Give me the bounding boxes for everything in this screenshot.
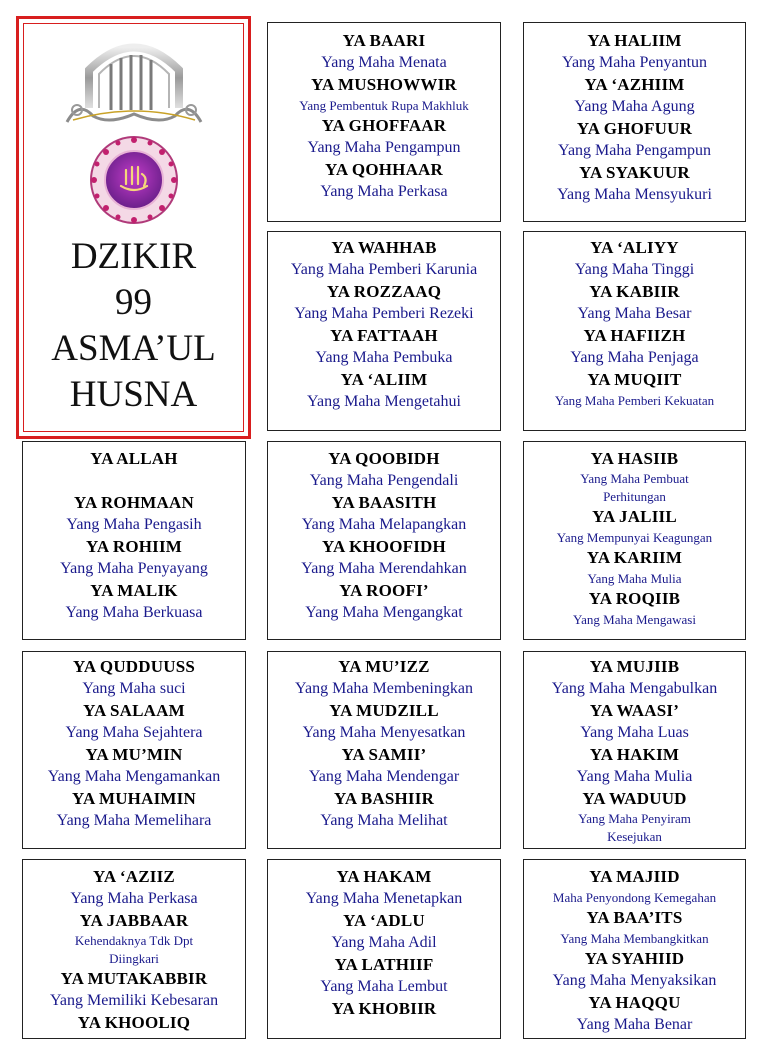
asma-meaning: Yang Maha Pengasih [66, 516, 202, 533]
asma-name: YA QOOBIDH [328, 449, 440, 468]
asma-meaning: Yang Maha Membangkitkan [560, 931, 709, 946]
asma-name: YA MUJIIB [589, 657, 680, 676]
asma-name: YA SYAHIID [584, 949, 685, 968]
asma-name: YA GHOFFAAR [321, 116, 447, 135]
asma-name: YA KHOBIIR [331, 999, 437, 1018]
asma-meaning: Yang Maha Pembuat Perhitungan [580, 471, 689, 504]
asma-meaning: Yang Maha Pengampun [557, 142, 712, 159]
title-line-1: DZIKIR [70, 236, 197, 277]
names-card-1 [267, 22, 501, 222]
asma-meaning: Yang Maha Berkuasa [65, 604, 203, 621]
asma-name: YA WAASI’ [589, 701, 680, 720]
title-line-4: HUSNA [69, 374, 198, 415]
asma-meaning: Yang Maha Sejahtera [65, 724, 203, 741]
asma-name: YA SAMII’ [341, 745, 427, 764]
asma-name: YA JABBAAR [79, 911, 189, 930]
asma-name: YA ROZZAAQ [326, 282, 442, 301]
asma-name: YA JALIIL [592, 507, 677, 526]
asma-meaning: Yang Pembentuk Rupa Makhluk [299, 98, 469, 113]
asma-name: YA ‘ALIIM [340, 370, 428, 389]
asma-name: YA ROHMAAN [74, 493, 194, 512]
asma-name: YA MU’MIN [85, 745, 183, 764]
asma-meaning: Yang Maha Melihat [320, 812, 448, 829]
asma-name: YA HAKAM [336, 867, 432, 886]
asma-name: YA BASHIIR [333, 789, 435, 808]
asma-name: YA BAASITH [331, 493, 437, 512]
asma-meaning: Yang Maha Pengendali [309, 472, 459, 489]
asma-meaning: Yang Maha Benar [576, 1016, 693, 1033]
asma-meaning: Yang Maha Penyiram Kesejukan [578, 811, 691, 844]
asma-meaning: Yang Maha Mulia [576, 768, 693, 785]
asma-meaning: Yang Maha Luas [580, 724, 689, 741]
asma-meaning: Yang Maha Mengamankan [47, 768, 221, 785]
asma-meaning: Yang Maha suci [82, 680, 186, 697]
asma-meaning: Yang Maha Menyesatkan [302, 724, 466, 741]
names-card-7 [523, 441, 746, 640]
title-line-2: 99 [115, 282, 152, 323]
asma-meaning: Yang Maha Besar [577, 305, 692, 322]
asma-name: YA HAKIM [589, 745, 680, 764]
asma-meaning: Yang Maha Perkasa [70, 890, 198, 907]
asma-meaning: Yang Maha Agung [574, 98, 695, 115]
title-line-3: ASMA’UL [51, 328, 216, 369]
asma-meaning: Yang Maha Menyaksikan [552, 972, 717, 989]
asma-meaning: Kehendaknya Tdk Dpt Diingkari [74, 933, 194, 966]
asma-name: YA KHOOFIDH [322, 537, 446, 556]
names-card-4 [523, 231, 746, 431]
asma-meaning: Yang Maha Mulia [587, 571, 682, 586]
asma-meaning: Yang Maha Tinggi [574, 261, 695, 278]
asma-name: YA MAJIID [589, 867, 680, 886]
asma-name: YA FATTAAH [330, 326, 438, 345]
asma-meaning: Yang Maha Mendengar [308, 768, 460, 785]
asma-name: YA HAFIIZH [583, 326, 686, 345]
asma-meaning: Yang Maha Menata [321, 54, 447, 71]
asma-meaning: Yang Maha Memelihara [56, 812, 212, 829]
asma-name: YA ‘ALIYY [590, 238, 679, 257]
names-card-13 [523, 859, 746, 1039]
asma-meaning: Yang Maha Pemberi Rezeki [294, 305, 474, 322]
asma-meaning: Maha Penyondong Kemegahan [552, 890, 717, 905]
asma-name: YA LATHIIF [334, 955, 434, 974]
asma-meaning: Yang Maha Melapangkan [301, 516, 467, 533]
asma-meaning: Yang Maha Adil [331, 934, 437, 951]
asma-name: YA HALIIM [587, 31, 682, 50]
asma-meaning: Yang Maha Pemberi Kekuatan [554, 393, 715, 408]
asma-name: YA ROOFI’ [339, 581, 429, 600]
asma-meaning: Yang Maha Mengabulkan [551, 680, 718, 697]
names-card-12 [267, 859, 501, 1039]
asma-name: YA QOHHAAR [324, 160, 444, 179]
asma-meaning: Yang Maha Mengawasi [573, 612, 696, 627]
asma-name: YA QUDDUUSS [72, 657, 196, 676]
asma-name: YA SALAAM [83, 701, 185, 720]
asma-meaning: Yang Memiliki Kebesaran [49, 992, 219, 1009]
title-block [51, 234, 215, 418]
asma-name: YA ‘AZIIZ [93, 867, 175, 886]
asma-name: YA ALLAH [90, 449, 178, 468]
asma-name: YA ‘AZHIIM [584, 75, 685, 94]
asma-name: YA HASIIB [590, 449, 679, 468]
names-card-10 [523, 651, 746, 849]
title-card [16, 16, 251, 439]
names-card-5 [22, 441, 246, 640]
title-card-inner [23, 23, 244, 432]
asma-name: YA BAARI [342, 31, 426, 50]
asma-meaning: Yang Maha Penyantun [561, 54, 708, 71]
asma-meaning: Yang Maha Perkasa [320, 183, 448, 200]
asma-name: YA GHOFUUR [576, 119, 693, 138]
asma-name: YA MUTAKABBIR [60, 969, 208, 988]
asma-meaning: Yang Maha Pengampun [307, 139, 461, 156]
asma-name: YA WADUUD [582, 789, 687, 808]
asma-name: YA MUQIIT [587, 370, 682, 389]
calligraphy-arch-ornament [59, 30, 209, 130]
asma-name: YA MUDZILL [329, 701, 439, 720]
asma-meaning: Yang Maha Merendahkan [301, 560, 467, 577]
asma-name: YA HAQQU [588, 993, 681, 1012]
asma-meaning: Yang Maha Menetapkan [305, 890, 463, 907]
asma-name: YA SYAKUUR [579, 163, 690, 182]
names-card-6 [267, 441, 501, 640]
asma-name: YA KHOOLIQ [77, 1013, 191, 1032]
asma-name: YA WAHHAB [331, 238, 437, 257]
asma-meaning: Yang Maha Mengangkat [305, 604, 463, 621]
asma-meaning: Yang Maha Penyayang [60, 560, 208, 577]
asma-name: YA MU’IZZ [338, 657, 430, 676]
asma-meaning: Yang Maha Pembuka [315, 349, 453, 366]
asma-name: YA KARIIM [586, 548, 683, 567]
asma-meaning: Yang Maha Penjaga [570, 349, 699, 366]
names-card-3 [267, 231, 501, 431]
asma-name: YA ROQIIB [588, 589, 681, 608]
asma-name: YA KABIIR [589, 282, 680, 301]
asma-name: YA ‘ADLU [343, 911, 425, 930]
asma-name: YA BAA’ITS [586, 908, 683, 927]
asma-meaning: Yang Mempunyai Keagungan [556, 530, 713, 545]
asma-meaning: Yang Maha Mensyukuri [557, 186, 712, 203]
asma-name: YA MUHAIMIN [72, 789, 196, 808]
names-card-8 [22, 651, 246, 849]
asma-meaning: Yang Maha Mengetahui [307, 393, 461, 410]
asma-name: YA ROHIIM [85, 537, 183, 556]
asma-name: YA MUSHOWWIR [311, 75, 457, 94]
asma-meaning: Yang Maha Membeningkan [295, 680, 473, 697]
names-card-9 [267, 651, 501, 849]
names-card-2 [523, 22, 746, 222]
asma-meaning: Yang Maha Pemberi Karunia [290, 261, 478, 278]
asma-name: YA MALIK [90, 581, 178, 600]
asma-meaning: Yang Maha Lembut [320, 978, 448, 995]
allah-medallion-icon [88, 134, 180, 226]
names-card-11 [22, 859, 246, 1039]
